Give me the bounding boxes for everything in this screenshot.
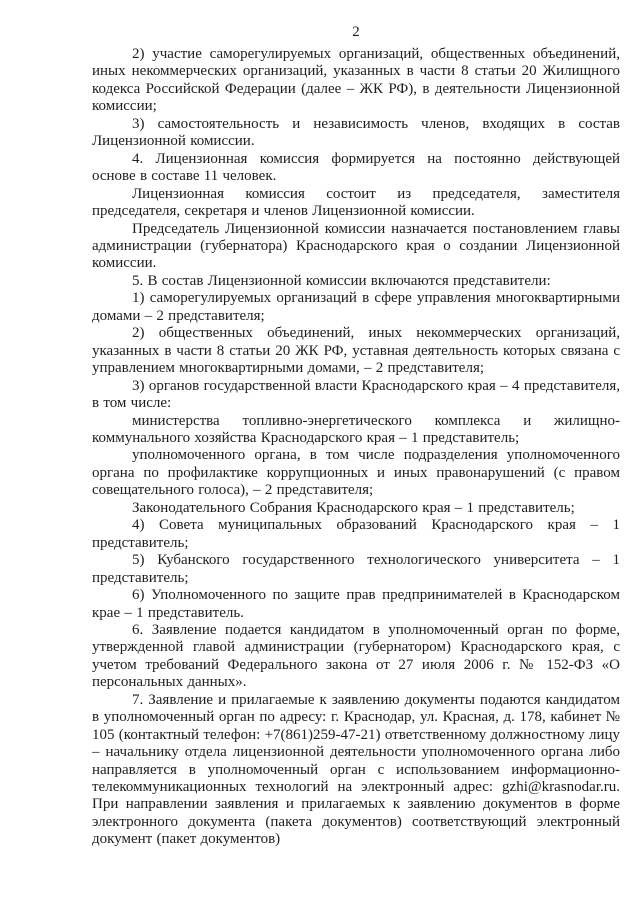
doc-paragraph: 3) самостоятельность и независимость членов, входящих в состав Лицензионной комиссии. (92, 115, 620, 150)
doc-paragraph: Законодательного Собрания Краснодарского края – 1 представитель; (132, 499, 575, 516)
doc-paragraph: 4) Совета муниципальных образований Краснодарского края – 1 представитель; (92, 517, 620, 551)
doc-paragraph: 7. Заявление и прилагаемые к заявлению документы подаются кандидатом в уполномоченный орган по адресу: г. Краснодар, ул. Красная, д. 178, кабинет № 105 (контактный телефон: +7(861)259-47-21) ответственному должностному лицу – начальнику отдела лицензионной деятельности уполномоченного органа либо направляется в уполномоченный орган с использованием информационно-телекоммуникационных технологий на электронный адрес: gzhi@krasnodar.ru. При направлении заявления и прилагаемых к заявлению документов в форме электронного документа (пакета документов) соответствующий электронный документ (пакет документов) (92, 691, 620, 848)
doc-paragraph: 3) органов государственной власти Краснодарского края – 4 представителя, в том числе: (92, 377, 620, 412)
doc-paragraph: 4. Лицензионная комиссия формируется на постоянно действующей основе в составе 11 человек. (92, 150, 620, 185)
doc-paragraph: Лицензионная комиссия состоит из председателя, заместителя председателя, секретаря и членов Лицензионной комиссии. (92, 185, 620, 220)
doc-paragraph: уполномоченного органа, в том числе подразделения уполномоченного органа по профилактике коррупционных и иных правонарушений (с правом совещательного голоса), – 2 представителя; (92, 447, 620, 499)
doc-paragraph: 2) участие саморегулируемых организаций, общественных объединений, иных некоммерческих организаций, указанных в части 8 статьи 20 Жилищного кодекса Российской Федерации (далее – ЖК РФ), в деятельности Лицензионной комиссии; (92, 46, 620, 115)
doc-paragraph: 2) общественных объединений, иных некоммерческих организаций, указанных в части 8 статьи 20 ЖК РФ, уставная деятельность которых связана с управлением многоквартирными домами, – 2 представителя; (92, 325, 620, 377)
page-number: 2 (352, 24, 360, 40)
doc-paragraph: 5) Кубанского государственного технологического университета – 1 представитель; (92, 552, 620, 586)
document-body (92, 46, 620, 849)
doc-paragraph: Председатель Лицензионной комиссии назначается постановлением главы администрации (губернатора) Краснодарского края о создании Лицензионной комиссии. (92, 220, 620, 272)
doc-paragraph: 1) саморегулируемых организаций в сфере управления многоквартирными домами – 2 представителя; (92, 290, 620, 324)
doc-paragraph: 6. Заявление подается кандидатом в уполномоченный орган по форме, утвержденной главой администрации (губернатором) Краснодарского края, с учетом требований Федерального закона от 27 июля 2006 г. № 152-ФЗ «О персональных данных». (92, 621, 620, 691)
doc-paragraph: 6) Уполномоченного по защите прав предпринимателей в Краснодарском крае – 1 представитель. (92, 587, 620, 621)
doc-paragraph: 5. В состав Лицензионной комиссии включаются представители: (132, 272, 551, 289)
doc-paragraph: министерства топливно-энергетического комплекса и жилищно-коммунального хозяйства Краснодарского края – 1 представитель; (92, 412, 620, 446)
